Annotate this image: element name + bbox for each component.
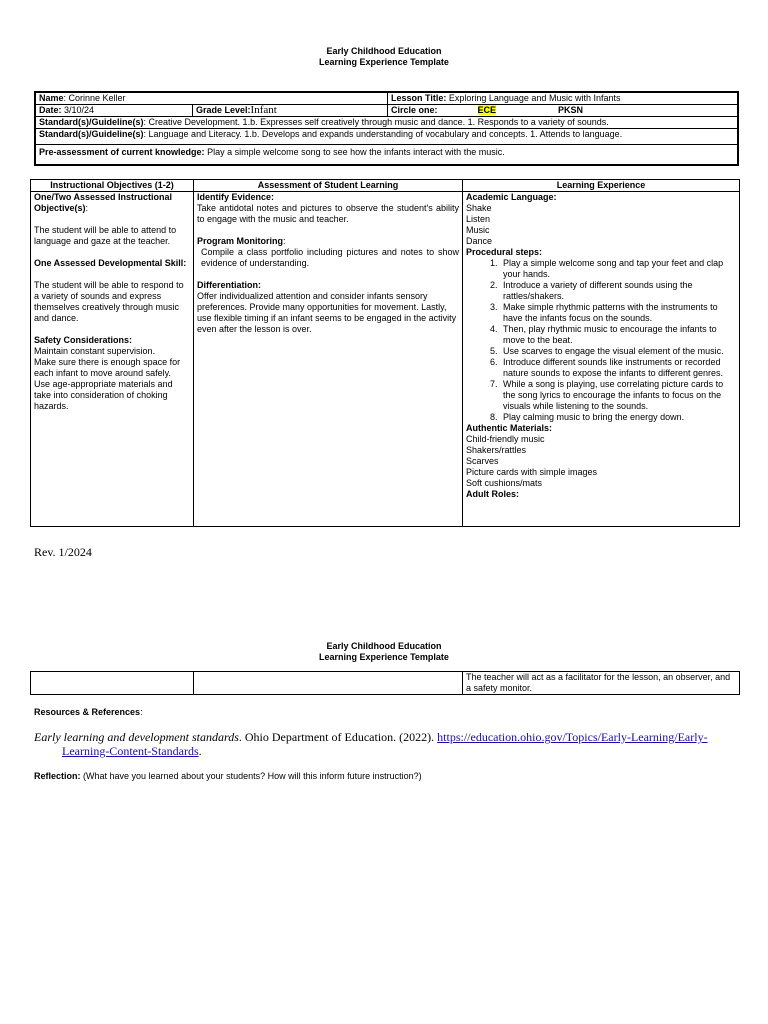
procedural-step: 7. While a song is playing, use correlating picture cards to the song lyrics to encourage the infants to focus on the visuals while listening to the sounds. <box>500 379 736 412</box>
continuation-experience-cell: The teacher will act as a facilitator for the lesson, an observer, and a safety monitor. <box>463 672 740 695</box>
standard2-label: Standard(s)/Guideline(s) <box>39 129 144 139</box>
objectives-heading-suffix: : <box>85 203 89 213</box>
procedural-step: 1. Play a simple welcome song and tap your feet and clap your hands. <box>500 258 736 280</box>
resources-suffix: : <box>140 707 143 717</box>
procedural-steps-heading: Procedural steps: <box>466 247 543 257</box>
reference-publisher: . Ohio Department of Education. (2022). <box>238 730 438 744</box>
date-value: 3/10/24 <box>61 105 95 115</box>
material-item: Shakers/rattles <box>466 445 527 455</box>
continuation-assessment-cell <box>194 672 463 695</box>
reflection-label: Reflection: <box>34 771 81 781</box>
page2-header-line2: Learning Experience Template <box>319 652 449 662</box>
reflection-line <box>34 771 422 781</box>
material-item: Picture cards with simple images <box>466 467 598 477</box>
developmental-skill-text: The student will be able to respond to a variety of sounds and express themselves creatively through music and dance. <box>34 280 184 323</box>
lesson-title-value: Exploring Language and Music with Infants <box>446 93 621 103</box>
continuation-objectives-cell <box>31 672 194 695</box>
objectives-heading: One/Two Assessed Instructional Objective(s) <box>34 192 173 213</box>
continuation-table <box>30 671 740 695</box>
program-monitoring-suffix: : <box>283 236 286 246</box>
revision-label: Rev. 1/2024 <box>34 545 92 559</box>
lesson-title-cell <box>388 92 739 105</box>
procedural-step: 3. Make simple rhythmic patterns with the instruments to have the infants focus on the sounds. <box>500 302 736 324</box>
academic-language-heading: Academic Language: <box>466 192 557 202</box>
resources-label: Resources & References <box>34 707 141 717</box>
procedural-step: 4. Then, play rhythmic music to encourage the infants to move to the beat. <box>500 324 736 346</box>
safety-item: Make sure there is enough space for each infant to move around safely. <box>34 357 181 378</box>
program-monitoring-text: Compile a class portfolio including pictures and notes to show evidence of understanding. <box>201 247 459 268</box>
identify-evidence-heading: Identify Evidence: <box>197 192 275 202</box>
name-cell <box>35 92 388 105</box>
safety-heading: Safety Considerations: <box>34 335 133 345</box>
procedural-step: 2. Introduce a variety of different sounds using the rattles/shakers. <box>500 280 736 302</box>
grade-level-cell <box>193 105 388 117</box>
info-table <box>34 91 739 166</box>
objectives-cell <box>31 192 194 527</box>
col-header-assessment: Assessment of Student Learning <box>194 180 463 192</box>
lesson-title-label: Lesson Title: <box>391 93 447 103</box>
identify-evidence-text: Take antidotal notes and pictures to observe the student's ability to engage with the music and teacher. <box>197 203 459 224</box>
standard2-value: : Language and Literacy. 1.b. Develops and expands understanding of vocabulary and concepts. 1. Attends to language. <box>143 129 623 139</box>
standard2-cell <box>35 129 738 145</box>
academic-word: Listen <box>466 214 491 224</box>
program-monitoring-heading: Program Monitoring <box>197 236 283 246</box>
grade-level-label: Grade Level: <box>196 105 251 115</box>
differentiation-text: Offer individualized attention and consider infants sensory preferences. Provide many opportunities for movement. Lastly, use flexible timing if an infant seems to be engaged in the activity even after the lesson is over. <box>197 291 457 334</box>
material-item: Child-friendly music <box>466 434 545 444</box>
developmental-skill-heading: One Assessed Developmental Skill: <box>34 258 187 268</box>
reference-entry <box>34 730 734 758</box>
procedural-steps-list <box>466 258 736 423</box>
authentic-materials-heading: Authentic Materials: <box>466 423 553 433</box>
date-cell <box>35 105 193 117</box>
page1-header-line1: Early Childhood Education <box>326 46 442 56</box>
adult-roles-heading: Adult Roles: <box>466 489 519 499</box>
circle-one-label: Circle one: <box>391 105 438 115</box>
reference-link-continued[interactable]: Learning-Content-Standards <box>62 744 199 758</box>
circle-option-pksn: PKSN <box>558 105 584 115</box>
resources-heading <box>34 707 143 717</box>
col-header-objectives: Instructional Objectives (1-2) <box>31 180 194 192</box>
learning-experience-table <box>30 179 740 527</box>
academic-word: Dance <box>466 236 493 246</box>
col-header-experience: Learning Experience <box>463 180 740 192</box>
academic-word: Shake <box>466 203 492 213</box>
reference-end: . <box>198 744 202 758</box>
procedural-step: 8. Play calming music to bring the energy down. <box>500 412 736 423</box>
standard1-cell <box>35 117 738 129</box>
grade-level-value: Infant <box>250 104 277 116</box>
safety-item: Maintain constant supervision. <box>34 346 156 356</box>
name-value: : Corinne Keller <box>63 93 126 103</box>
material-item: Scarves <box>466 456 499 466</box>
assessment-cell <box>194 192 463 527</box>
date-label: Date: <box>39 105 62 115</box>
standard1-label: Standard(s)/Guideline(s) <box>39 117 144 127</box>
academic-word: Music <box>466 225 490 235</box>
reference-link[interactable]: https://education.ohio.gov/Topics/Early-Learning/Early- <box>437 730 708 744</box>
circle-option-ece: ECE <box>477 105 497 115</box>
experience-cell <box>463 192 740 527</box>
page1-header-line2: Learning Experience Template <box>319 57 449 67</box>
procedural-step: 5. Use scarves to engage the visual element of the music. <box>500 346 736 357</box>
preassessment-value: Play a simple welcome song to see how the infants interact with the music. <box>204 147 505 157</box>
procedural-step: 6. Introduce different sounds like instruments or recorded nature sounds to expose the infants to different genres. <box>500 357 736 379</box>
safety-item: Use age-appropriate materials and take into consideration of choking hazards. <box>34 379 173 411</box>
preassessment-label: Pre-assessment of current knowledge: <box>39 147 205 157</box>
standard1-value: : Creative Development. 1.b. Expresses self creatively through music and dance. 1. Responds to a variety of sounds. <box>143 117 609 127</box>
reflection-prompt: (What have you learned about your students? How will this inform future instruction?) <box>80 771 422 781</box>
objective-text: The student will be able to attend to language and gaze at the teacher. <box>34 225 177 246</box>
differentiation-heading: Differentiation: <box>197 280 261 290</box>
name-label: Name <box>39 93 64 103</box>
material-item: Soft cushions/mats <box>466 478 543 488</box>
circle-one-cell <box>388 105 739 117</box>
preassessment-cell <box>35 145 738 166</box>
page2-header-line1: Early Childhood Education <box>326 641 442 651</box>
reference-title: Early learning and development standards <box>34 730 239 744</box>
